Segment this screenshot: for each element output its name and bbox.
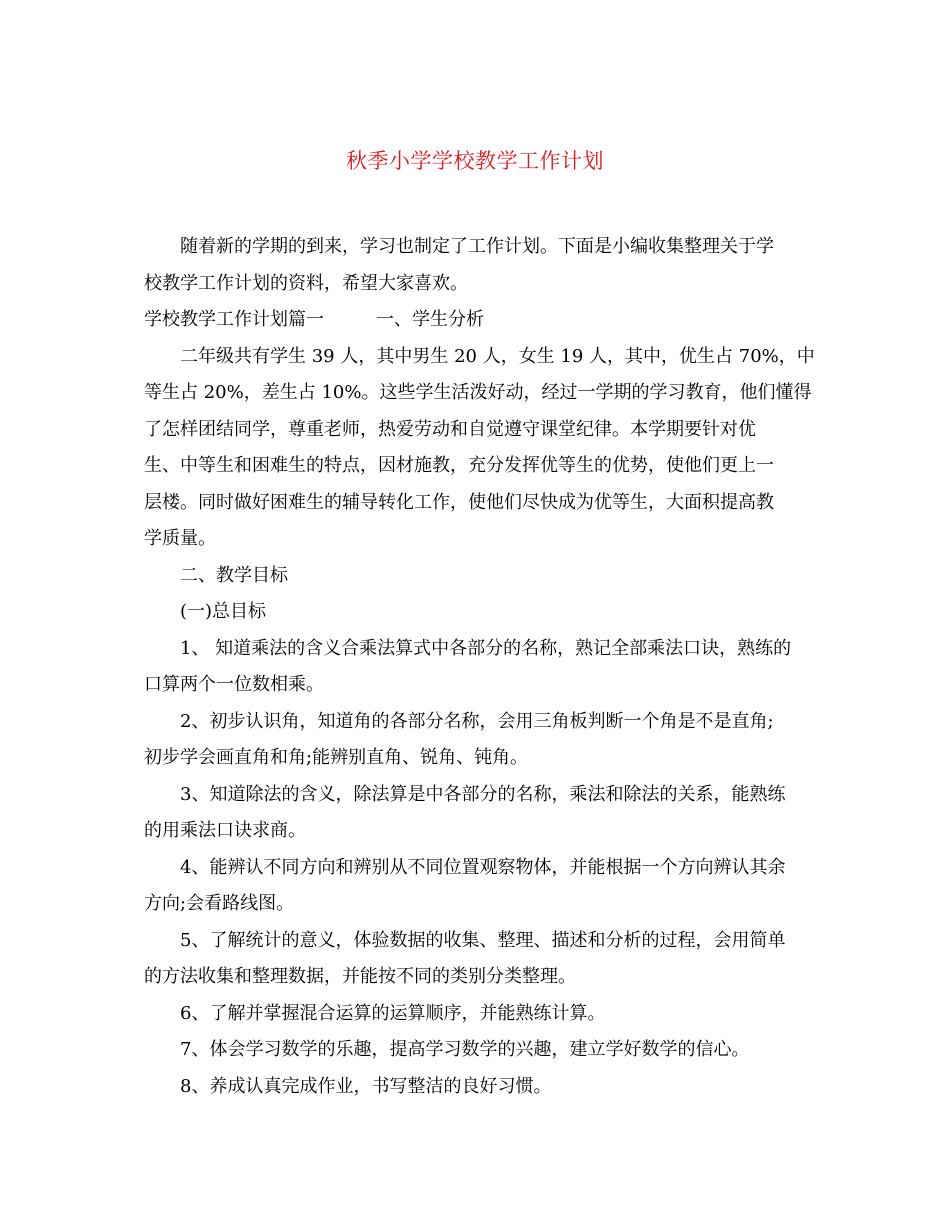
student-analysis-paragraph	[144, 339, 815, 558]
goal-item-4	[144, 850, 812, 923]
analysis-line-6: 学质量。	[144, 528, 216, 549]
goal-1-line-1: 1、 知道乘法的含义合乘法算式中各部分的名称，熟记全部乘法口诀，熟练的	[180, 637, 792, 659]
goal-8-line-1: 8、养成认真完成作业，书写整洁的良好习惯。	[180, 1075, 552, 1097]
goal-item-5	[144, 923, 812, 996]
analysis-line-1: 二年级共有学生 39 人，其中男生 20 人，女生 19 人，其中，优生占 70%，中	[180, 345, 815, 367]
analysis-line-2: 等生占 20%，差生占 10%。这些学生活泼好动，经过一学期的学习教育，他们懂得	[144, 382, 812, 403]
goal-5-line-1: 5、了解统计的意义，体验数据的收集、整理、描述和分析的过程，会用简单	[180, 929, 786, 951]
goal-5-line-2: 的方法收集和整理数据，并能按不同的类别分类整理。	[144, 966, 576, 987]
goal-item-2	[144, 704, 812, 777]
document-body	[144, 229, 815, 1105]
goal-item-6	[144, 996, 812, 1033]
goal-item-1	[144, 631, 812, 704]
analysis-line-4: 生、中等生和困难生的特点，因材施教，充分发挥优等生的优势，使他们更上一	[144, 455, 774, 476]
goal-4-line-2: 方向;会看路线图。	[144, 893, 295, 914]
goal-item-8	[144, 1069, 812, 1106]
goal-3-line-1: 3、知道除法的含义，除法算是中各部分的名称，乘法和除法的关系，能熟练	[180, 783, 786, 805]
goal-2-line-2: 初步学会画直角和角;能辨别直角、锐角、钝角。	[144, 747, 529, 768]
goal-7-line-1: 7、体会学习数学的乐趣，提高学习数学的兴趣，建立学好数学的信心。	[180, 1039, 750, 1060]
document-title: 秋季小学学校教学工作计划	[346, 149, 604, 173]
intro-paragraph	[144, 229, 812, 302]
goal-2-line-1: 2、初步认识角，知道角的各部分名称，会用三角板判断一个角是不是直角;	[180, 710, 774, 732]
overall-goal-heading: (一)总目标	[180, 601, 267, 622]
goal-1-line-2: 口算两个一位数相乘。	[144, 674, 324, 695]
section-heading-left: 学校教学工作计划篇一	[144, 309, 324, 330]
goal-3-line-2: 的用乘法口诀求商。	[144, 820, 306, 841]
goals-heading: 二、教学目标	[180, 564, 288, 586]
goal-4-line-1: 4、能辨认不同方向和辨别从不同位置观察物体，并能根据一个方向辨认其余	[180, 856, 786, 878]
goal-item-7	[144, 1032, 812, 1069]
section-heading	[144, 302, 812, 339]
intro-line-1: 随着新的学期的到来，学习也制定了工作计划。下面是小编收集整理关于学	[180, 236, 774, 257]
analysis-line-5: 层楼。同时做好困难生的辅导转化工作，使他们尽快成为优等生，大面积提高教	[144, 491, 774, 513]
goal-6-line-1: 6、了解并掌握混合运算的运算顺序，并能熟练计算。	[180, 1002, 606, 1024]
goal-item-3	[144, 777, 812, 850]
analysis-line-3: 了怎样团结同学，尊重老师，热爱劳动和自觉遵守课堂纪律。本学期要针对优	[144, 418, 756, 440]
intro-line-2: 校教学工作计划的资料，希望大家喜欢。	[144, 272, 468, 294]
section-heading-right: 一、学生分析	[376, 309, 484, 330]
